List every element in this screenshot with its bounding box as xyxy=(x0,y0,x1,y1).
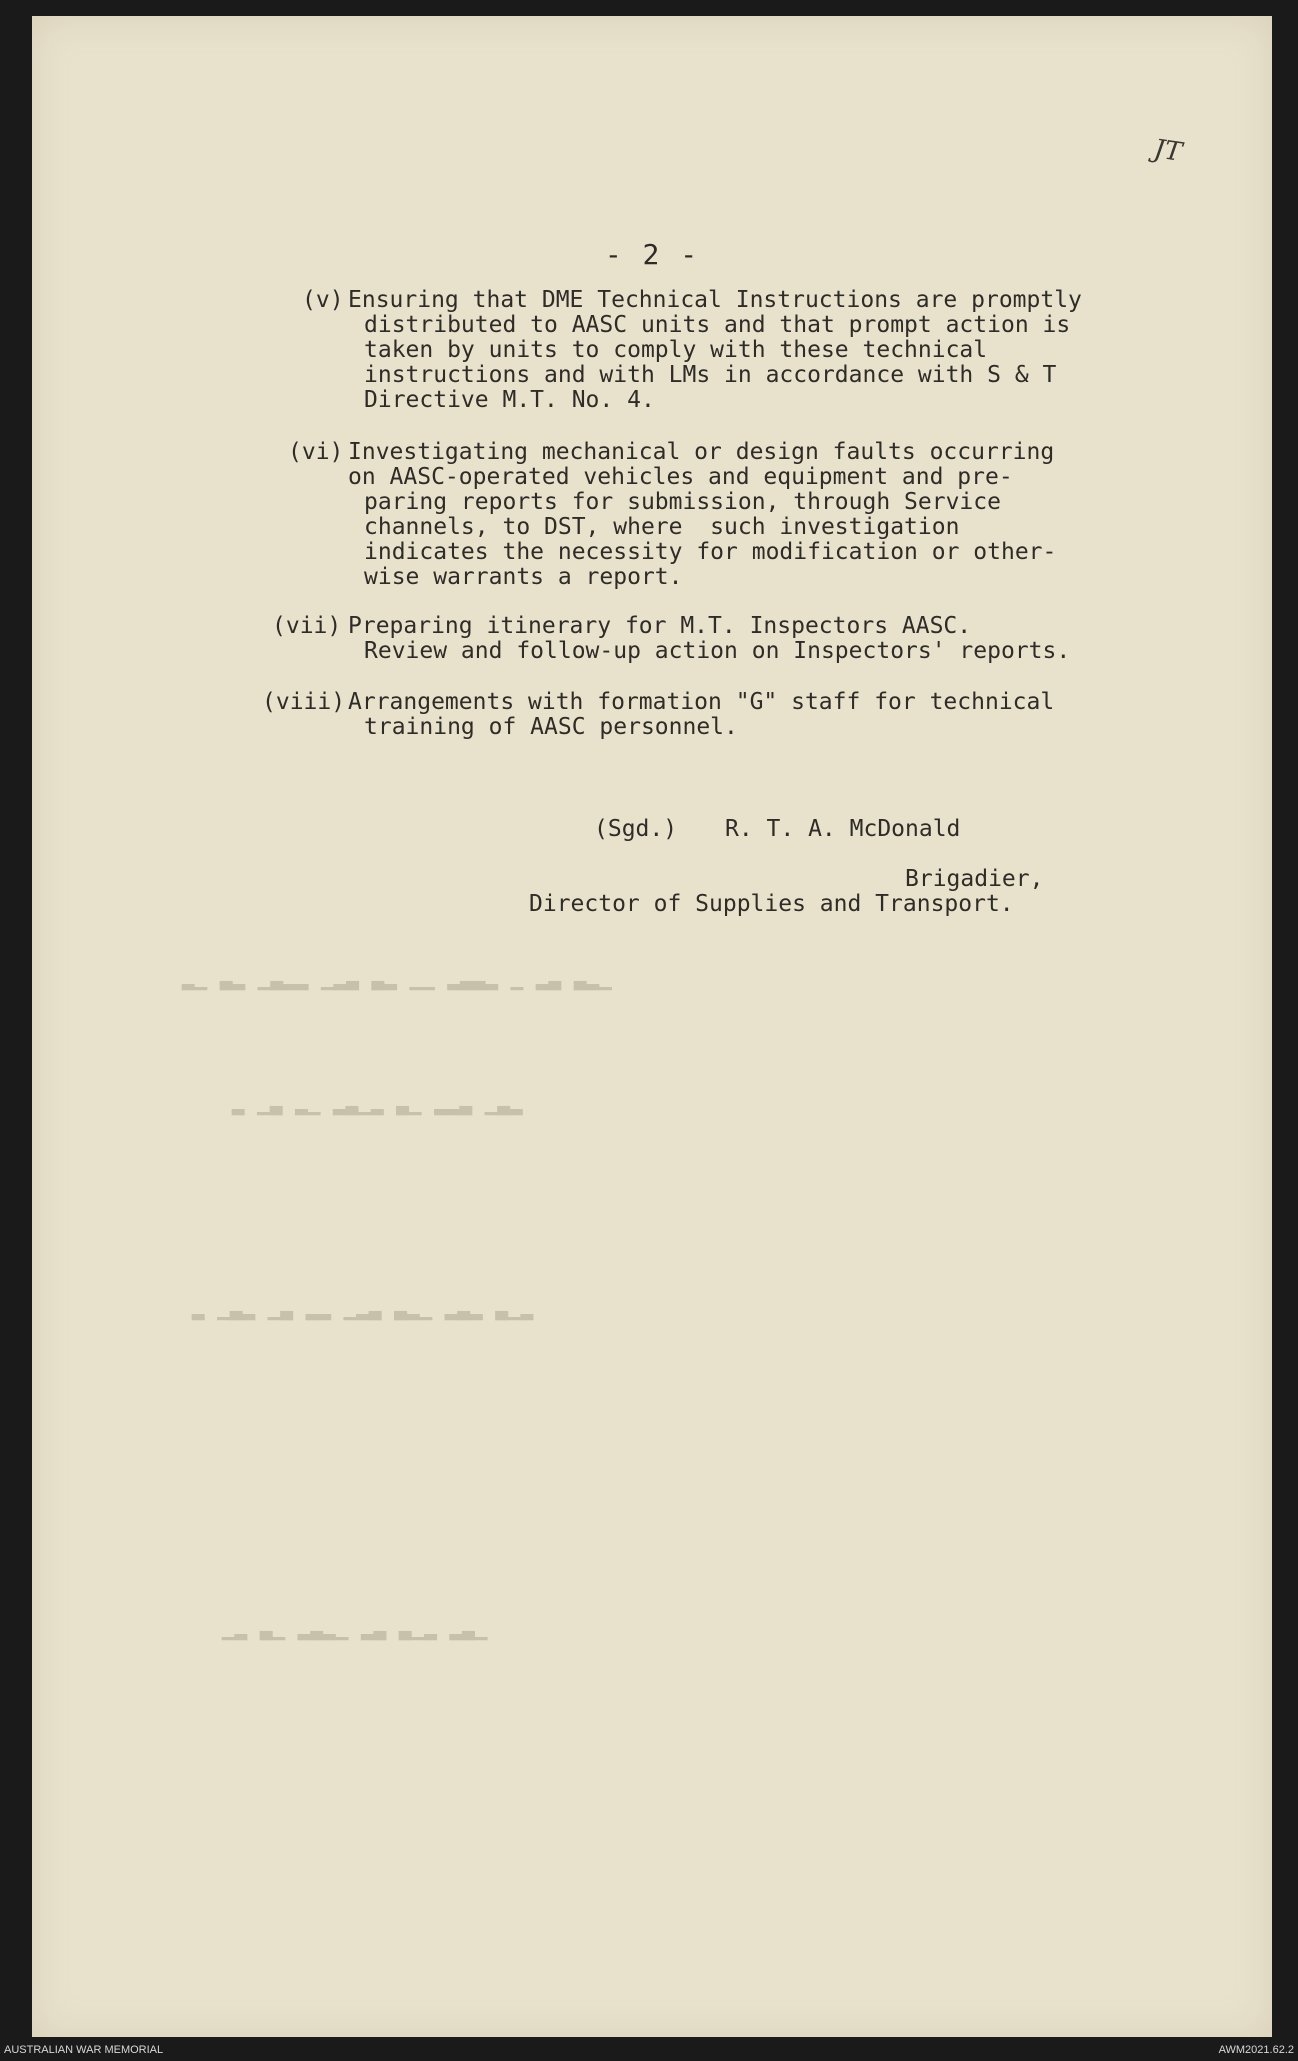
bleed-through-3: ▂▁▃ ▂▃▂ ▁▂▃ ▃▂▁ ▂▂ ▃▁ ▂▃▁ ▂ xyxy=(192,1296,534,1320)
item-line: Ensuring that DME Technical Instructions are promptly xyxy=(348,287,1082,313)
item-line: distributed to AASC units and that prompt action is xyxy=(364,312,1071,338)
item-line: Review and follow-up action on Inspectors' reports. xyxy=(364,638,1071,664)
signature-sgd: (Sgd.) xyxy=(594,816,678,842)
item-line: taken by units to comply with these technical xyxy=(364,337,988,363)
list-item xyxy=(288,439,1057,590)
item-label: (vi) xyxy=(288,439,344,465)
item-label: (viii) xyxy=(262,689,346,715)
bleed-through-1: ▁▂▃ ▃▂ ▁ ▂▃▃▂ ▁▁ ▂▃ ▃▂▁ ▂▂▃▁ ▂▃ ▁▂ xyxy=(182,966,612,990)
signature-rank: Brigadier, xyxy=(905,866,1044,892)
page-number: - 2 - xyxy=(604,238,700,271)
item-label: (v) xyxy=(302,287,344,313)
bleed-through-2: ▂▃▁ ▃▂▂ ▁▃ ▂▁▃▂ ▁▂ ▃▁ ▂ xyxy=(232,1091,523,1115)
item-line: channels, to DST, where such investigation xyxy=(364,514,960,540)
item-line: on AASC-operated vehicles and equipment and pre- xyxy=(348,464,1013,490)
signature-title: Director of Supplies and Transport. xyxy=(529,891,1014,917)
item-line: wise warrants a report. xyxy=(364,564,683,590)
list-item xyxy=(302,287,1082,413)
item-line: indicates the necessity for modification or other- xyxy=(364,539,1057,565)
list-item xyxy=(262,689,1055,740)
corner-mark: JT xyxy=(1152,134,1184,168)
item-line: Preparing itinerary for M.T. Inspectors AASC. xyxy=(348,613,972,639)
bleed-through-4: ▁▃▂ ▂▁▃ ▃▂ ▁▂▃▂ ▁▃ ▂▁ xyxy=(222,1616,488,1640)
item-line: Arrangements with formation "G" staff for technical xyxy=(348,689,1055,715)
signature-name: R. T. A. McDonald xyxy=(725,816,961,842)
item-line: Investigating mechanical or design faults occurring xyxy=(348,439,1055,465)
archive-reference: AWM2021.62.2 xyxy=(1218,2044,1294,2056)
list-item xyxy=(272,613,1071,664)
item-line: training of AASC personnel. xyxy=(364,714,738,740)
item-line: paring reports for submission, through Service xyxy=(364,489,1001,515)
item-line: Directive M.T. No. 4. xyxy=(364,387,655,413)
archive-caption: AUSTRALIAN WAR MEMORIAL xyxy=(4,2044,164,2056)
document-page xyxy=(32,16,1272,2037)
item-line: instructions and with LMs in accordance with S & T xyxy=(364,362,1057,388)
item-label: (vii) xyxy=(272,613,342,639)
